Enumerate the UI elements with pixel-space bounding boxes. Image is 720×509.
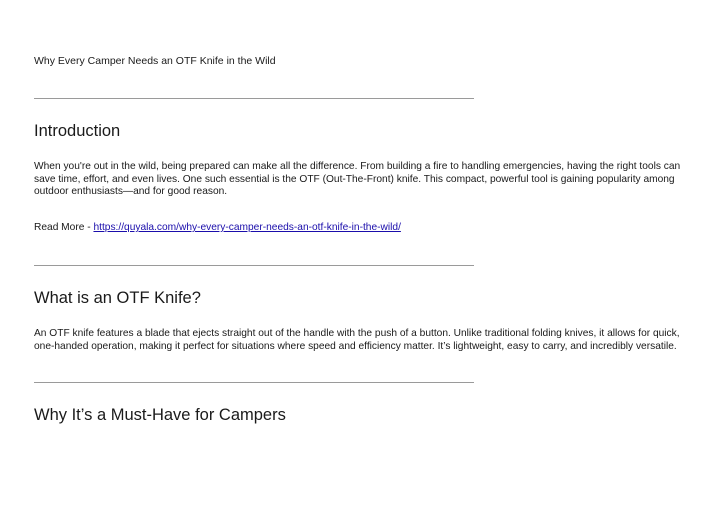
read-more-line [34,222,401,235]
section-divider [34,382,474,383]
section-divider [34,98,474,99]
paragraph-what-is-otf-knife: An OTF knife features a blade that ejects straight out of the handle with the push of a button. Unlike traditional folding knives, it allows for quick, one-handed operation, making it perfect for situations where speed and efficiency matter. It’s lightweight, easy to carry, and incredibly versatile. [34,328,680,352]
paragraph-introduction: When you're out in the wild, being prepared can make all the difference. From building a fire to handling emergencies, having the right tools can save time, effort, and even lives. One such essential is the OTF (Out-The-Front) knife. This compact, powerful tool is gaining popularity among outdoor enthusiasts—and for good reason. [34,161,681,197]
section-divider [34,265,474,266]
read-more-label: Read More - [34,222,94,233]
heading-must-have-for-campers: Why It’s a Must-Have for Campers [34,406,286,424]
document-title: Why Every Camper Needs an OTF Knife in the Wild [34,55,276,67]
heading-introduction: Introduction [34,122,121,140]
heading-what-is-otf-knife: What is an OTF Knife? [34,289,201,307]
read-more-link[interactable]: https://quyala.com/why-every-camper-needs-an-otf-knife-in-the-wild/ [93,222,401,233]
